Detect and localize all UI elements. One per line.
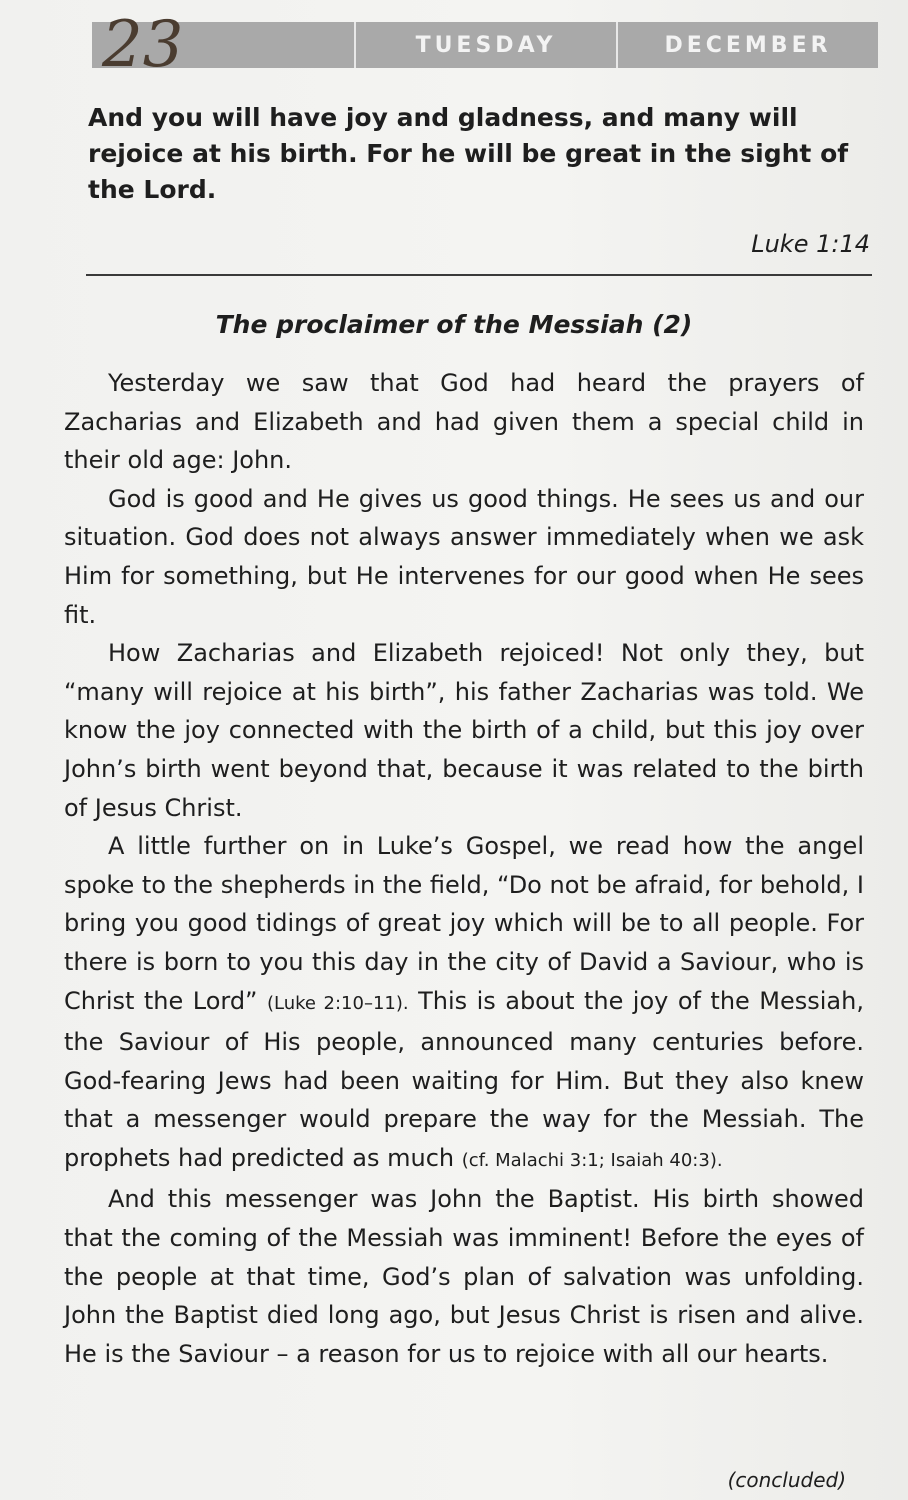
paragraph-4 — [64, 827, 864, 1180]
citation-luke: (Luke 2:10–11). — [266, 992, 409, 1014]
date-header — [92, 8, 878, 82]
paragraph-5: And this messenger was John the Baptist. His birth showed that the coming of the Messiah was imminent! Before the eyes of the people at that time, God’s plan of salvation was unfolding. John the Baptist died long ago, but Jesus Christ is risen and alive. He is the Saviour – a reason for us to rejoice with all our hearts. — [64, 1185, 864, 1368]
paragraph-2: God is good and He gives us good things. He sees us and our situation. God does not always answer immediately when we ask Him for something, but He intervenes for our good when He sees fit. — [64, 484, 864, 629]
divider — [86, 274, 872, 276]
verse-text: And you will have joy and gladness, and many will rejoice at his birth. For he will be great in the sight of the Lord. — [88, 103, 849, 204]
paragraph-1: Yesterday we saw that God had heard the prayers of Zacharias and Elizabeth and had given them a special child in their old age: John. — [64, 369, 864, 475]
paragraph-4-text: A little further on in Luke’s Gospel, we read how the angel spoke to the shepherds in the field, “Do not be afraid, for behold, I bring you good tidings of great joy which will be to all people. For there is born to you this day in the city of David a Saviour, who is Christ the Lord” — [64, 832, 864, 1015]
weekday-label: TUESDAY — [354, 22, 616, 68]
body-text — [64, 364, 864, 1373]
day-number: 23 — [102, 8, 184, 82]
concluded-note: (concluded) — [727, 1468, 846, 1492]
page-title: The proclaimer of the Messiah (2) — [215, 310, 693, 339]
paragraph-3: How Zacharias and Elizabeth rejoiced! Not only they, but “many will rejoice at his birth”, his father Zacharias was told. We know the joy connected with the birth of a child, but this joy over John’s birth went beyond that, because it was related to the birth of Jesus Christ. — [64, 639, 864, 822]
citation-malachi: (cf. Malachi 3:1; Isaiah 40:3). — [461, 1149, 723, 1171]
month-label: DECEMBER — [616, 22, 878, 68]
verse-reference: Luke 1:14 — [751, 230, 870, 258]
paragraph-4-continued: This is about the joy of the Messiah, the Saviour of His people, announced many centuries before. God-fearing Jews had been waiting for Him. But they also knew that a messenger would prepare the way for the Messiah. The prophets had predicted as much — [64, 986, 864, 1172]
